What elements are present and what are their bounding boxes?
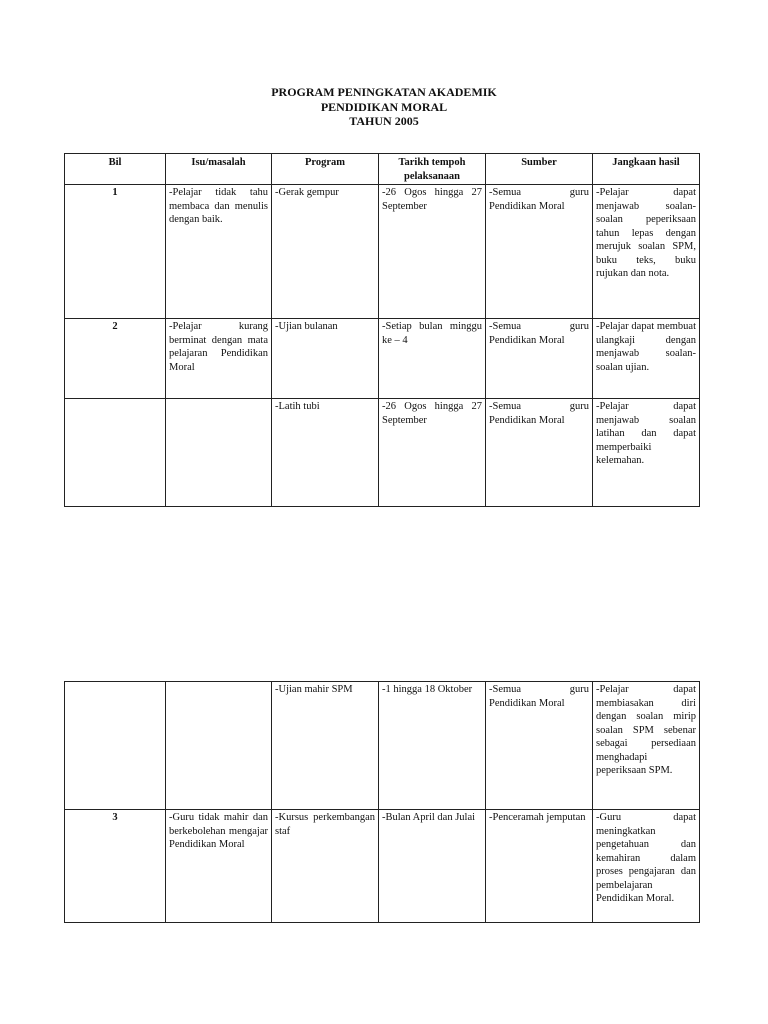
cell-jangkaan: -Pelajar dapat membiasakan diri dengan soalan mirip soalan SPM sebenar sebagai persediaan menghadapi peperiksaan SPM.: [593, 682, 700, 810]
cell-bil: 3: [65, 810, 166, 923]
document-title: [0, 85, 768, 129]
header-program: Program: [272, 154, 379, 185]
cell-isu: [166, 682, 272, 810]
program-table-1: [64, 153, 700, 507]
cell-tarikh: -Setiap bulan minggu ke – 4: [379, 319, 486, 399]
header-isu: Isu/masalah: [166, 154, 272, 185]
cell-jangkaan: -Pelajar dapat menjawab soalan latihan dan dapat memperbaiki kelemahan.: [593, 399, 700, 507]
table-row: [65, 399, 700, 507]
cell-isu: -Guru tidak mahir dan berkebolehan mengajar Pendidikan Moral: [166, 810, 272, 923]
program-table-2: [64, 681, 700, 923]
cell-tarikh: -1 hingga 18 Oktober: [379, 682, 486, 810]
cell-isu: -Pelajar tidak tahu membaca dan menulis dengan baik.: [166, 185, 272, 319]
table-row: [65, 682, 700, 810]
cell-tarikh: -Bulan April dan Julai: [379, 810, 486, 923]
title-line-3: TAHUN 2005: [349, 114, 419, 128]
cell-program: -Kursus perkembangan staf: [272, 810, 379, 923]
cell-tarikh: -26 Ogos hingga 27 September: [379, 185, 486, 319]
header-sumber: Sumber: [486, 154, 593, 185]
cell-bil: 2: [65, 319, 166, 399]
cell-jangkaan: -Guru dapat meningkatkan pengetahuan dan kemahiran dalam proses pengajaran dan pembelajaran Pendidikan Moral.: [593, 810, 700, 923]
title-line-1: PROGRAM PENINGKATAN AKADEMIK: [271, 85, 497, 99]
cell-bil: [65, 682, 166, 810]
header-bil: Bil: [65, 154, 166, 185]
cell-sumber: -Semua guru Pendidikan Moral: [486, 185, 593, 319]
cell-program: -Ujian bulanan: [272, 319, 379, 399]
cell-isu: [166, 399, 272, 507]
cell-isu: -Pelajar kurang berminat dengan mata pelajaran Pendidikan Moral: [166, 319, 272, 399]
cell-program: -Latih tubi: [272, 399, 379, 507]
cell-bil: [65, 399, 166, 507]
cell-jangkaan: -Pelajar dapat menjawab soalan-soalan peperiksaan tahun lepas dengan merujuk soalan SPM, buku teks, buku rujukan dan nota.: [593, 185, 700, 319]
table-row: [65, 185, 700, 319]
cell-tarikh: -26 Ogos hingga 27 September: [379, 399, 486, 507]
cell-program: -Ujian mahir SPM: [272, 682, 379, 810]
cell-bil: 1: [65, 185, 166, 319]
cell-sumber: -Semua guru Pendidikan Moral: [486, 682, 593, 810]
title-line-2: PENDIDIKAN MORAL: [320, 99, 448, 114]
cell-jangkaan: -Pelajar dapat membuat ulangkaji dengan menjawab soalan-soalan ujian.: [593, 319, 700, 399]
table-row: [65, 319, 700, 399]
cell-program: -Gerak gempur: [272, 185, 379, 319]
table-header-row: [65, 154, 700, 185]
cell-sumber: -Semua guru Pendidikan Moral: [486, 319, 593, 399]
cell-sumber: -Penceramah jemputan: [486, 810, 593, 923]
header-jangkaan: Jangkaan hasil: [593, 154, 700, 185]
table-row: [65, 810, 700, 923]
cell-sumber: -Semua guru Pendidikan Moral: [486, 399, 593, 507]
header-tarikh: Tarikh tempoh pelaksanaan: [379, 154, 486, 185]
